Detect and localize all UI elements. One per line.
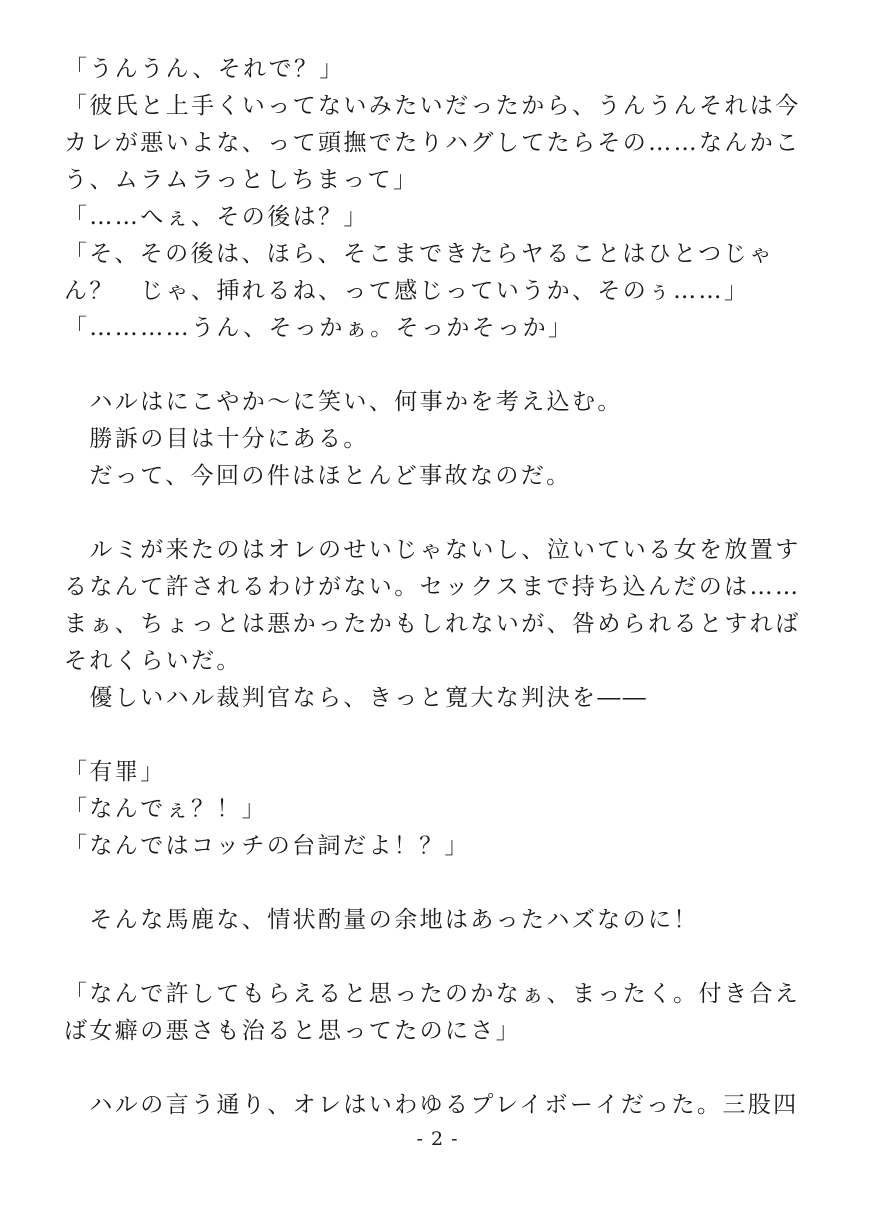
blank-line <box>64 717 814 754</box>
text-line: 「うんうん、それで？」 <box>64 56 345 82</box>
text-line: まぁ、ちょっとは悪かったかもしれないが、咎められるとすれば <box>64 611 801 637</box>
text-line: 「彼氏と上手くいってないみたいだったから、うんうんそれは今 <box>64 93 801 119</box>
text-line: ルミが来たのはオレのせいじゃないし、泣いている女を放置す <box>64 537 801 563</box>
blank-line <box>64 865 814 902</box>
text-line: 「なんではコッチの台詞だよ！？」 <box>64 833 470 859</box>
text-line: ば女癖の悪さも治ると思ってたのにさ」 <box>64 1018 522 1044</box>
text-line: 「そ、その後は、ほら、そこまできたらヤることはひとつじゃ <box>64 241 775 267</box>
text-line: 優しいハル裁判官なら、きっと寛大な判決を―― <box>64 685 649 711</box>
blank-line <box>64 1050 814 1087</box>
text-line: ハルの言う通り、オレはいわゆるプレイボーイだった。三股四 <box>64 1092 799 1118</box>
text-line: 「有罪」 <box>64 759 166 785</box>
text-line: そんな馬鹿な、情状酌量の余地はあったハズなのに！ <box>64 907 699 933</box>
text-line: 「……へぇ、その後は？」 <box>64 204 369 230</box>
text-line: 「なんで許してもらえると思ったのかなぁ、まったく。付き合え <box>64 981 801 1007</box>
text-line: だって、今回の件はほとんど事故なのだ。 <box>64 463 572 489</box>
text-line: う、ムラムラっとしちまって」 <box>64 167 419 193</box>
text-line: 勝訴の目は十分にある。 <box>64 426 369 452</box>
document-body <box>64 51 814 1124</box>
text-line: それくらいだ。 <box>64 648 242 674</box>
text-line: ハルはにこやか～に笑い、何事かを考え込む。 <box>64 389 623 415</box>
page-number: - 2 - <box>416 1128 459 1150</box>
text-line: るなんて許されるわけがない。セックスまで持ち込んだのは…… <box>64 574 801 600</box>
text-line: カレが悪いよな、って頭撫でたりハグしてたらその……なんかこ <box>64 130 801 156</box>
blank-line <box>64 939 814 976</box>
blank-line <box>64 495 814 532</box>
text-line: 「…………うん、そっかぁ。そっかそっか」 <box>64 315 574 341</box>
text-line: 「なんでぇ？！」 <box>64 796 268 822</box>
blank-line <box>64 347 814 384</box>
text-line: ん？ じゃ、挿れるね、って感じっていうか、そのぅ……」 <box>64 278 750 304</box>
